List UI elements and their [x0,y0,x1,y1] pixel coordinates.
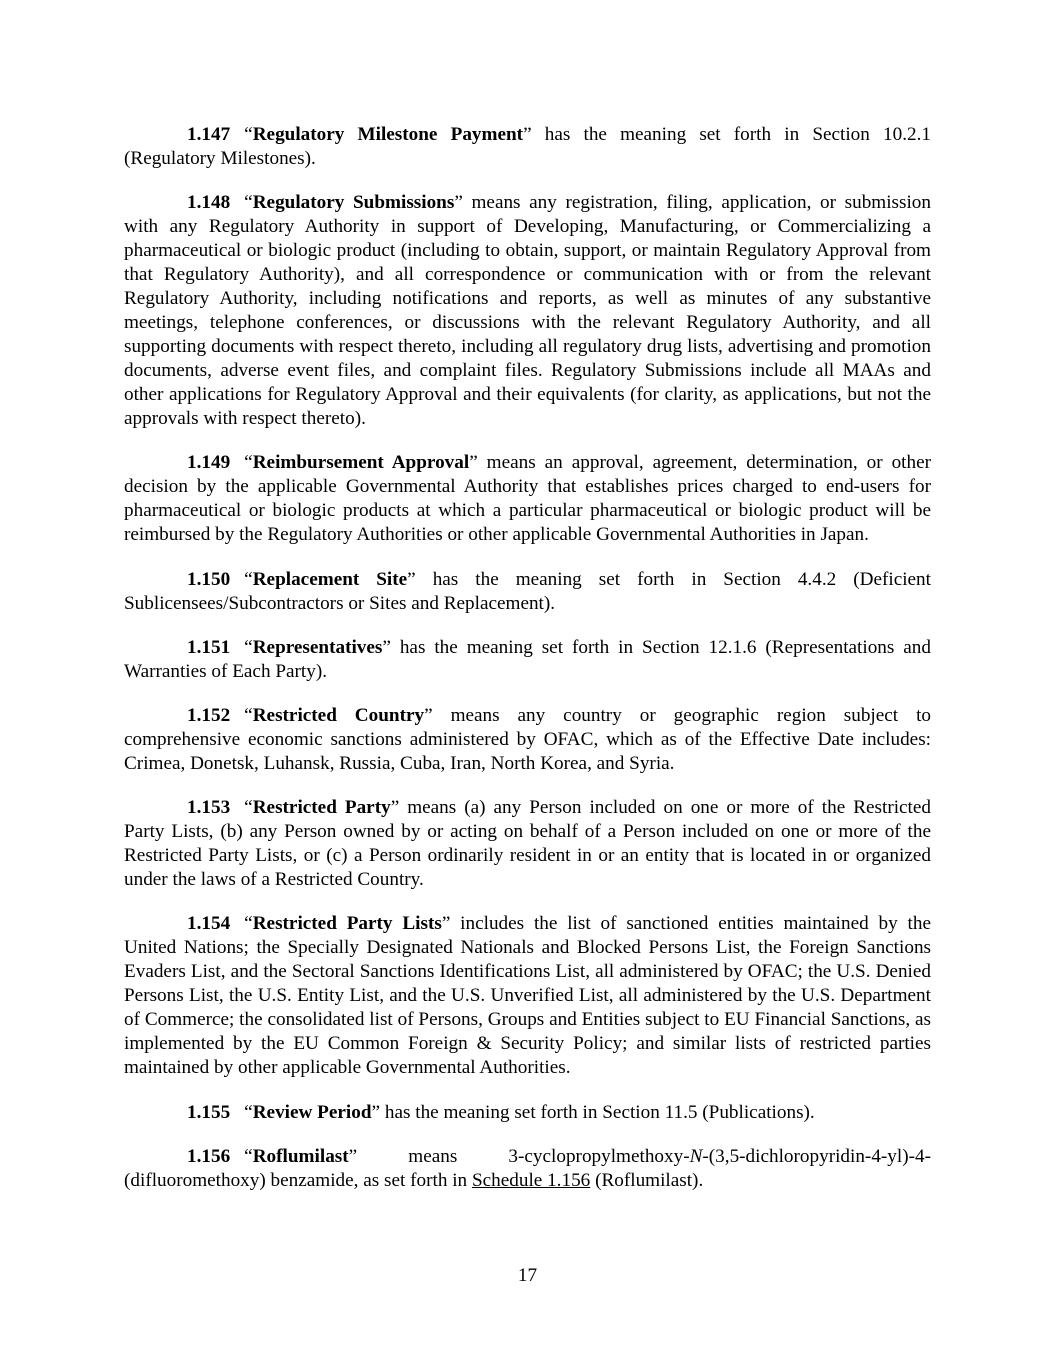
defined-term: Restricted Country [252,704,425,726]
definition-1-147: 1.147 “Regulatory Milestone Payment” has the meaning set forth in Section 10.2.1 (Regulatory Milestones). [124,124,931,169]
definitions-section [124,123,931,1213]
definition-1-152: 1.152 “Restricted Country” means any country or geographic region subject to comprehensive economic sanctions administered by OFAC, which as of the Effective Date includes: Crimea, Donetsk, Luhansk, Russia, Cuba, Iran, North Korea, and Syria. [124,704,931,774]
schedule-reference: Schedule 1.156 [471,1169,591,1191]
definition-text: has the meaning set forth in Section 12.1.6 (Representations and Warranties of Each Party). [124,636,931,682]
section-number: 1.156 [187,1145,231,1167]
definition-text: means any country or geographic region subject to comprehensive economic sanctions administered by OFAC, which as of the Effective Date includes: Crimea, Donetsk, Luhansk, Russia, Cuba, Iran, North Korea, and Syria. [124,704,931,774]
section-number: 1.149 [187,452,231,474]
section-number: 1.155 [187,1101,231,1123]
definition-text: includes the list of sanctioned entities maintained by the United Nations; the Specially Designated Nationals and Blocked Persons List, the Foreign Sanctions Evaders List, and the Sectoral Sanctions Identifications List, all administered by OFAC; the U.S. Denied Persons List, the U.S. Entity List, and the U.S. Unverified List, all administered by the U.S. Department of Commerce; the consolidated list of Persons, Groups and Entities subject to EU Financial Sanctions, as implemented by the EU Common Foreign & Security Policy; and similar lists of restricted parties maintained by other applicable Governmental Authorities. [124,913,931,1079]
definition-text: has the meaning set forth in Section 11.5 (Publications). [380,1101,815,1123]
section-number: 1.153 [187,797,231,819]
section-number: 1.151 [187,636,231,658]
definition-1-150: 1.150 “Replacement Site” has the meaning set forth in Section 4.4.2 (Deficient Sublicensees/Subcontractors or Sites and Replacement). [124,568,931,614]
defined-term: Roflumilast [252,1145,349,1167]
definition-text: means (a) any Person included on one or more of the Restricted Party Lists, (b) any Person owned by or acting on behalf of a Person included on one or more of the Restricted Party Lists, or (c) a Person ordinarily resident in or an entity that is located in or organized under the laws of a Restricted Country. [124,797,931,891]
definition-1-151: 1.151 “Representatives” has the meaning set forth in Section 12.1.6 (Representations and Warranties of Each Party). [124,636,931,682]
definition-1-156: 1.156 “Roflumilast” means 3-cyclopropylmethoxy-N-(3,5-dichloropyridin-4-yl)-4-(difluoromethoxy) benzamide, as set forth in Schedule 1.156 (Roflumilast). [124,1145,931,1191]
page-number: 17 [517,1265,538,1286]
defined-term: Restricted Party [252,797,391,819]
definition-text: means an approval, agreement, determination, or other decision by the applicable Governmental Authority that establishes prices charged to end-users for pharmaceutical or biologic products at which a particular pharmaceutical or biologic product will be reimbursed by the Regulatory Authorities or other applicable Governmental Authorities in Japan. [124,452,932,546]
definition-1-148: 1.148 “Regulatory Submissions” means any registration, filing, application, or submission with any Regulatory Authority in support of Developing, Manufacturing, or Commercializing a pharmaceutical or biologic product (including to obtain, support, or maintain Regulatory Approval from that Regulatory Authority), and all correspondence or communication with or from the relevant Regulatory Authority, including notifications and reports, as well as minutes of any substantive meetings, telephone conferences, or discussions with the relevant Regulatory Authority, and all supporting documents with respect thereto, including all regulatory drug lists, advertising and promotion documents, adverse event files, and complaint files. Regulatory Submissions include all MAAs and other applications for Regulatory Approval and their equivalents (for clarity, as applications, but not the approvals with respect thereto). [124,192,931,430]
italic-n: N [689,1145,703,1167]
definition-1-149: 1.149 “Reimbursement Approval” means an approval, agreement, determination, or other decision by the applicable Governmental Authority that establishes prices charged to end-users for pharmaceutical or biologic products at which a particular pharmaceutical or biologic product will be reimbursed by the Regulatory Authorities or other applicable Governmental Authorities in Japan. [124,452,932,546]
defined-term: Regulatory Milestone Payment [252,124,524,145]
section-number: 1.150 [187,568,231,590]
defined-term: Reimbursement Approval [252,452,470,474]
definition-text: has the meaning set forth in Section 4.4.2 (Deficient Sublicensees/Subcontractors or Sites and Replacement). [124,568,931,614]
definition-1-154: 1.154 “Restricted Party Lists” includes the list of sanctioned entities maintained by the United Nations; the Specially Designated Nationals and Blocked Persons List, the Foreign Sanctions Evaders List, and the Sectoral Sanctions Identifications List, all administered by OFAC; the U.S. Denied Persons List, the U.S. Entity List, and the U.S. Unverified List, all administered by the U.S. Department of Commerce; the consolidated list of Persons, Groups and Entities subject to EU Financial Sanctions, as implemented by the EU Common Foreign & Security Policy; and similar lists of restricted parties maintained by other applicable Governmental Authorities. [124,913,931,1079]
section-number: 1.154 [187,913,231,935]
defined-term: Restricted Party Lists [252,913,442,935]
definition-text: -(3,5-dichloropyridin-4-yl)-4-(difluoromethoxy) benzamide, as set forth in [124,1145,931,1191]
section-number: 1.152 [187,704,231,726]
defined-term: Regulatory Submissions [252,192,455,214]
definition-text: means any registration, filing, application, or submission with any Regulatory Authority in support of Developing, Manufacturing, or Commercializing a pharmaceutical or biologic product (including to obtain, support, or maintain Regulatory Approval from that Regulatory Authority), and all correspondence or communication with or from the relevant Regulatory Authority, including notifications and reports, as well as minutes of any substantive meetings, telephone conferences, or discussions with the relevant Regulatory Authority, and all supporting documents with respect thereto, including all regulatory drug lists, advertising and promotion documents, adverse event files, and complaint files. Regulatory Submissions include all MAAs and other applications for Regulatory Approval and their equivalents (for clarity, as applications, but not the approvals with respect thereto). [124,192,931,430]
section-number: 1.148 [187,192,231,214]
definition-text: (Roflumilast). [590,1169,704,1191]
definition-1-155: 1.155 “Review Period” has the meaning set forth in Section 11.5 (Publications). [187,1101,815,1123]
definition-1-153: 1.153 “Restricted Party” means (a) any Person included on one or more of the Restricted Party Lists, (b) any Person owned by or acting on behalf of a Person included on one or more of the Restricted Party Lists, or (c) a Person ordinarily resident in or an entity that is located in or organized under the laws of a Restricted Country. [124,797,931,891]
definition-text: means 3-cyclopropylmethoxy- [357,1145,690,1167]
defined-term: Representatives [252,636,383,658]
definition-text: has the meaning set forth in Section 10.2.1 (Regulatory Milestones). [124,124,931,169]
defined-term: Review Period [252,1101,372,1123]
section-number: 1.147 [187,124,231,145]
defined-term: Replacement Site [252,568,408,590]
